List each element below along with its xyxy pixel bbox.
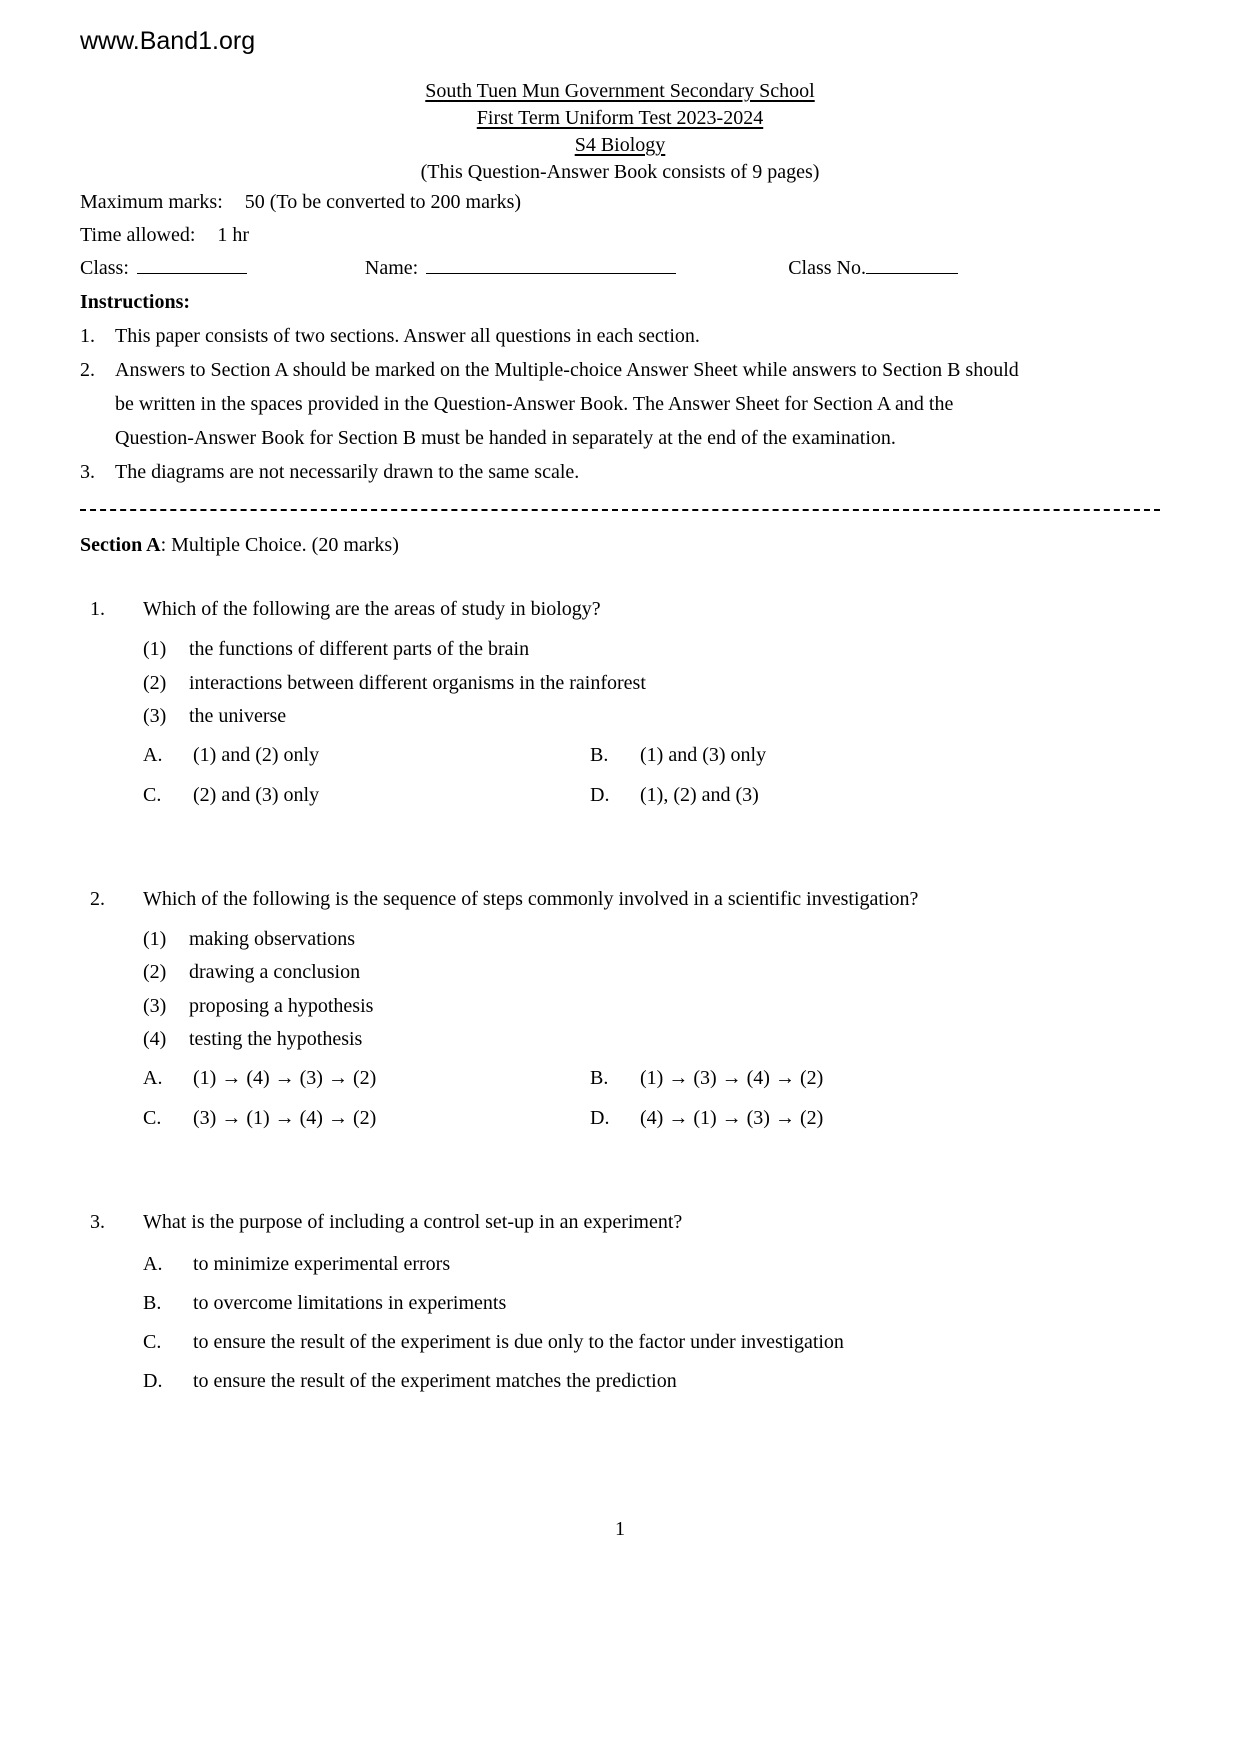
instruction-number: 3. [80,461,95,483]
option-a [143,735,590,775]
question-number: 2. [90,887,105,910]
time-allowed-label: Time allowed: [80,224,196,246]
option-label: A. [143,743,163,766]
statement [143,1023,1160,1057]
question-text: Which of the following are the areas of study in biology? [143,598,601,620]
question-1-statements [143,633,1160,734]
option-label: A. [143,1252,163,1275]
test-title: First Term Uniform Test 2023-2024 [476,107,764,129]
option-text: (4) → (1) → (3) → (2) [640,1106,824,1129]
option-text: to ensure the result of the experiment is due only to the factor under investigation [193,1330,844,1353]
statement-label: (1) [143,927,167,950]
statement [143,923,1160,957]
option-text: to minimize experimental errors [193,1252,451,1275]
subject-title: S4 Biology [574,134,666,156]
student-info-row [80,252,1160,285]
option-d [590,1098,1160,1138]
statement-text: testing the hypothesis [189,1028,363,1050]
option-text: to ensure the result of the experiment matches the prediction [193,1369,677,1392]
class-no-label: Class No. [788,257,867,279]
instruction-text: Answers to Section A should be marked on the Multiple-choice Answer Sheet while answers to Section B should be written in the spaces provided in the Question-Answer Book. The Answer Sheet for Section A and the Question-Answer Book for Section B must be handed in separately at the end of the examination. [115,359,1019,449]
question-2-options [143,1058,1160,1138]
option-label: B. [143,1291,162,1314]
option-b [590,1058,1160,1098]
option-label: D. [590,1106,610,1129]
statement-label: (2) [143,961,167,983]
instruction-text: This paper consists of two sections. Answer all questions in each section. [115,325,700,347]
option-c [143,1098,590,1138]
statement [143,700,1160,734]
question-3-options [143,1245,1160,1401]
statement-text: drawing a conclusion [189,961,361,983]
site-watermark: www.Band1.org [80,27,256,55]
instructions-title: Instructions: [80,291,191,313]
instruction-item-2 [80,353,1160,455]
option-a [143,1058,590,1098]
school-name: South Tuen Mun Government Secondary School [425,80,815,102]
option-d [143,1362,1160,1401]
statement-text: making observations [189,927,356,950]
instruction-text: The diagrams are not necessarily drawn to the same scale. [115,461,580,483]
statement [143,633,1160,667]
option-text: to overcome limitations in experiments [193,1291,507,1314]
instruction-number: 1. [80,325,95,347]
question-2 [80,883,1160,1138]
question-number: 3. [90,1210,105,1233]
statement [143,956,1160,990]
max-marks-value: 50 (To be converted to 200 marks) [244,191,522,213]
question-3 [80,1206,1160,1401]
option-label: B. [590,743,609,766]
instruction-item-3 [80,455,1160,489]
dashed-divider [80,509,1160,511]
document-header [80,78,1160,186]
section-a-title-bold: Section A [80,534,161,556]
name-blank [426,254,676,274]
option-a [143,1245,1160,1284]
option-label: C. [143,1106,162,1129]
question-number: 1. [90,598,105,620]
statement [143,667,1160,701]
statement-text: interactions between different organisms in the rainforest [189,671,646,694]
option-label: C. [143,783,162,806]
option-d [590,775,1160,815]
option-text: (3) → (1) → (4) → (2) [193,1106,377,1129]
class-blank [137,254,247,274]
max-marks-label: Maximum marks: [80,191,223,213]
class-label: Class: [80,257,129,279]
statement-label: (3) [143,705,167,727]
instruction-item-1 [80,319,1160,353]
statement-text: the universe [189,705,287,727]
statement-label: (1) [143,638,167,660]
question-1 [80,593,1160,815]
page-number: 1 [615,1517,625,1540]
option-text: (1) → (3) → (4) → (2) [640,1066,824,1089]
option-text: (1) and (2) only [193,743,320,766]
question-2-statements [143,923,1160,1057]
question-text: What is the purpose of including a control set-up in an experiment? [143,1210,683,1233]
statement-text: the functions of different parts of the brain [189,638,530,660]
max-marks-row [80,186,1160,219]
option-text: (1) and (3) only [640,743,767,766]
statement-label: (4) [143,1028,167,1050]
class-no-blank [866,254,958,274]
question-text: Which of the following is the sequence of steps commonly involved in a scientific investigation? [143,887,919,910]
option-text: (1) → (4) → (3) → (2) [193,1066,377,1089]
statement [143,990,1160,1024]
statement-text: proposing a hypothesis [189,994,374,1017]
option-c [143,1323,1160,1362]
name-label: Name: [364,257,419,279]
option-text: (1), (2) and (3) [640,783,759,806]
option-label: A. [143,1066,163,1089]
section-a-title-rest: : Multiple Choice. (20 marks) [160,534,399,556]
option-label: B. [590,1066,609,1089]
time-allowed-row [80,219,1160,252]
time-allowed-value: 1 hr [217,224,250,246]
option-c [143,775,590,815]
section-a-title [80,529,1160,562]
option-label: C. [143,1330,162,1353]
question-1-options [143,735,1160,815]
option-b [590,735,1160,775]
instruction-number: 2. [80,359,95,381]
option-label: D. [143,1369,163,1392]
statement-label: (3) [143,994,167,1017]
pages-note: (This Question-Answer Book consists of 9 pages) [420,161,820,183]
option-b [143,1284,1160,1323]
option-label: D. [590,783,610,806]
option-text: (2) and (3) only [193,783,320,806]
statement-label: (2) [143,671,167,694]
